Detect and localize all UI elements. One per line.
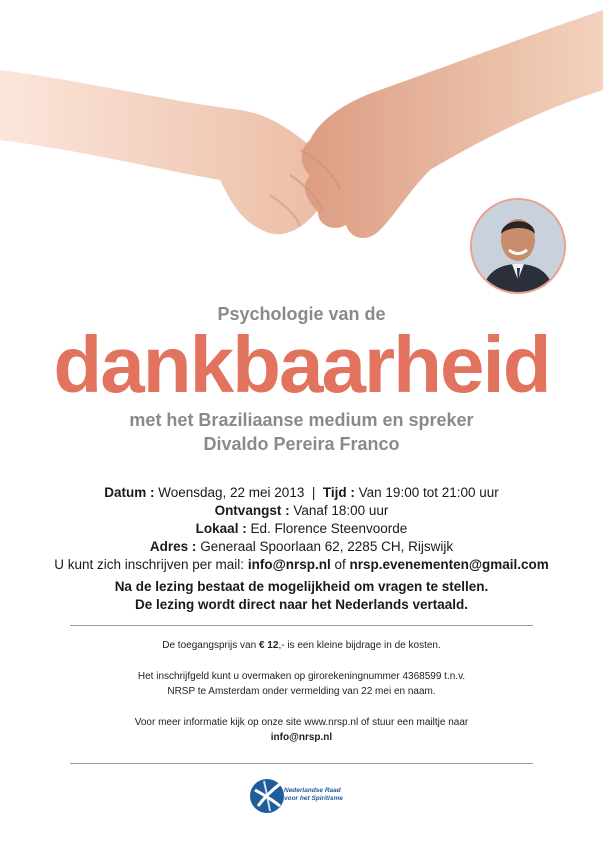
divider-top [70, 625, 533, 626]
logo-text-line-2: voor het Spiritisme [284, 795, 343, 802]
price-info [0, 638, 603, 653]
email-link-info[interactable]: info@nrsp.nl [247, 557, 331, 572]
venue-line [0, 520, 603, 538]
or-text: of [334, 557, 346, 572]
address-line [0, 538, 603, 556]
price-value: € 12 [258, 640, 279, 651]
time-label: Tijd : [322, 485, 355, 500]
speaker-portrait [470, 198, 566, 294]
note-line-1: Na de lezing bestaat de mogelijkheid om vragen te stellen. [114, 579, 489, 594]
register-line [0, 556, 603, 574]
date-value: Woensdag, 22 mei 2013 [158, 485, 305, 500]
logo-text [284, 787, 343, 803]
separator: | [311, 485, 316, 500]
price-post: ,- is een kleine bijdrage in de kosten. [278, 640, 441, 651]
transfer-line-2: NRSP te Amsterdam onder vermelding van 22 mei en naam. [167, 686, 436, 697]
email-link-events[interactable]: nrsp.evenementen@gmail.com [349, 557, 549, 572]
address-label: Adres : [149, 539, 197, 554]
reception-line [0, 502, 603, 520]
event-details [0, 484, 603, 574]
speaker-intro: met het Braziliaanse medium en spreker [129, 410, 474, 430]
transfer-line-1: Het inschrijfgeld kunt u overmaken op girorekeningnummer 4368599 t.n.v. [137, 671, 466, 682]
venue-label: Lokaal : [195, 521, 247, 536]
venue-value: Ed. Florence Steenvoorde [250, 521, 408, 536]
time-value: Van 19:00 tot 21:00 uur [358, 485, 499, 500]
lecture-note [0, 578, 603, 614]
price-pre: De toegangsprijs van [162, 640, 257, 651]
note-line-2: De lezing wordt direct naar het Nederlands vertaald. [134, 597, 469, 612]
logo-text-line-1: Nederlandse Raad [284, 787, 341, 794]
address-value: Generaal Spoorlaan 62, 2285 CH, Rijswijk [200, 539, 454, 554]
transfer-info [0, 669, 603, 699]
more-info [0, 715, 603, 745]
reception-label: Ontvangst : [214, 503, 290, 518]
speaker-name: Divaldo Pereira Franco [203, 434, 400, 454]
person-icon [472, 200, 564, 292]
date-label: Datum : [104, 485, 155, 500]
pre-title: Psychologie van de [217, 304, 386, 324]
date-time-line [0, 484, 603, 502]
divider-bottom [70, 763, 533, 764]
more-info-line: Voor meer informatie kijk op onze site www.nrsp.nl of stuur een mailtje naar [134, 717, 469, 728]
register-text: U kunt zich inschrijven per mail: [54, 557, 245, 572]
more-info-email[interactable]: info@nrsp.nl [270, 732, 333, 743]
reception-value: Vanaf 18:00 uur [293, 503, 389, 518]
page-title: dankbaarheid [53, 320, 550, 409]
